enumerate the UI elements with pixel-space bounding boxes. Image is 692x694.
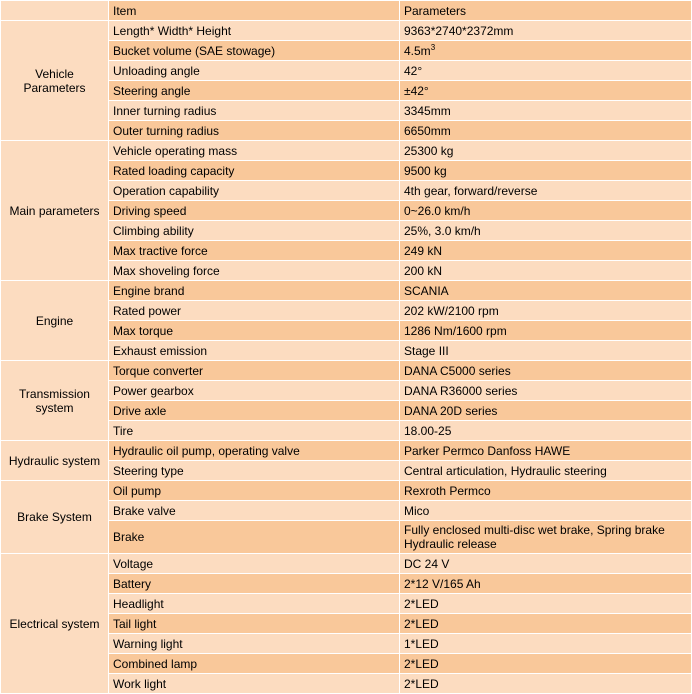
- value-text: DANA R36000 series: [404, 383, 518, 398]
- value-text: 9500 kg: [404, 163, 447, 178]
- value-cell: [400, 41, 692, 61]
- table-row: [1, 481, 692, 501]
- item-cell: Brake: [109, 521, 400, 554]
- value-cell: [400, 481, 692, 501]
- item-cell: Rated loading capacity: [109, 161, 400, 181]
- item-cell: Power gearbox: [109, 381, 400, 401]
- value-text: Fully enclosed multi-disc wet brake, Spring brake: [404, 523, 665, 537]
- item-cell: Driving speed: [109, 201, 400, 221]
- group-label-electrical-system: Electrical system: [1, 554, 109, 694]
- item-cell: Hydraulic oil pump, operating valve: [109, 441, 400, 461]
- value-cell: [400, 614, 692, 634]
- item-cell: Work light: [109, 674, 400, 694]
- item-cell: Tail light: [109, 614, 400, 634]
- item-cell: Drive axle: [109, 401, 400, 421]
- value-text: Rexroth Permco: [404, 483, 491, 498]
- value-cell: [400, 81, 692, 101]
- item-cell: Vehicle operating mass: [109, 141, 400, 161]
- value-text: 0~26.0 km/h: [404, 203, 471, 218]
- item-cell: Torque converter: [109, 361, 400, 381]
- group-label-engine: Engine: [1, 281, 109, 361]
- item-cell: Bucket volume (SAE stowage): [109, 41, 400, 61]
- value-text: ±42°: [404, 83, 429, 98]
- value-cell: [400, 521, 692, 554]
- value-cell: [400, 21, 692, 41]
- value-text: Stage III: [404, 343, 449, 358]
- item-cell: Steering type: [109, 461, 400, 481]
- value-text: 249 kN: [404, 243, 443, 258]
- value-text: Mico: [404, 503, 430, 518]
- value-text: Central articulation, Hydraulic steering: [404, 463, 607, 478]
- item-cell: Oil pump: [109, 481, 400, 501]
- value-text: DANA C5000 series: [404, 363, 511, 378]
- item-cell: Steering angle: [109, 81, 400, 101]
- value-cell: [400, 201, 692, 221]
- value-superscript: 3: [430, 42, 436, 52]
- item-cell: Tire: [109, 421, 400, 441]
- value-text: 2*LED: [404, 656, 439, 671]
- value-text: 25%, 3.0 km/h: [404, 223, 481, 238]
- value-text: DC 24 V: [404, 556, 450, 571]
- value-text-line2: Hydraulic release: [404, 537, 497, 551]
- value-cell: [400, 301, 692, 321]
- value-cell: [400, 321, 692, 341]
- value-text: 2*LED: [404, 676, 439, 691]
- table-row: [1, 554, 692, 574]
- value-text: Parker Permco Danfoss HAWE: [404, 443, 571, 458]
- value-text: 2*LED: [404, 616, 439, 631]
- table-row: [1, 21, 692, 41]
- value-text: 25300 kg: [404, 143, 454, 158]
- value-text: 1286 Nm/1600 rpm: [404, 323, 507, 338]
- value-text: 4.5m: [404, 43, 431, 58]
- item-cell: Warning light: [109, 634, 400, 654]
- value-text: SCANIA: [404, 283, 449, 298]
- value-cell: [400, 261, 692, 281]
- value-cell: [400, 654, 692, 674]
- value-cell: [400, 594, 692, 614]
- value-text: 6650mm: [404, 123, 451, 138]
- value-cell: [400, 241, 692, 261]
- value-cell: [400, 634, 692, 654]
- value-cell: [400, 554, 692, 574]
- group-label-brake-system: Brake System: [1, 481, 109, 554]
- group-label-transmission-system: Transmission system: [1, 361, 109, 441]
- table-row: [1, 361, 692, 381]
- value-cell: [400, 361, 692, 381]
- value-text: 9363*2740*2372mm: [404, 23, 514, 38]
- item-cell: Max tractive force: [109, 241, 400, 261]
- value-cell: [400, 181, 692, 201]
- value-cell: [400, 121, 692, 141]
- item-cell: Brake valve: [109, 501, 400, 521]
- value-text: 3345mm: [404, 103, 451, 118]
- value-cell: [400, 441, 692, 461]
- item-cell: Combined lamp: [109, 654, 400, 674]
- item-cell: Battery: [109, 574, 400, 594]
- item-cell: Climbing ability: [109, 221, 400, 241]
- item-cell: Max torque: [109, 321, 400, 341]
- value-text: 1*LED: [404, 636, 439, 651]
- value-cell: [400, 674, 692, 694]
- value-text: 202 kW/2100 rpm: [404, 303, 499, 318]
- table-row: [1, 141, 692, 161]
- group-label-main-parameters: Main parameters: [1, 141, 109, 281]
- header-item: Item: [109, 1, 400, 21]
- item-cell: Exhaust emission: [109, 341, 400, 361]
- value-text: 4th gear, forward/reverse: [404, 183, 538, 198]
- item-cell: Voltage: [109, 554, 400, 574]
- header-group-cell: [1, 1, 109, 21]
- value-cell: [400, 401, 692, 421]
- value-text: DANA 20D series: [404, 403, 498, 418]
- item-cell: Engine brand: [109, 281, 400, 301]
- value-text: 2*LED: [404, 596, 439, 611]
- item-cell: Outer turning radius: [109, 121, 400, 141]
- item-cell: Inner turning radius: [109, 101, 400, 121]
- spec-table-body: [1, 1, 692, 694]
- value-cell: [400, 381, 692, 401]
- item-cell: Unloading angle: [109, 61, 400, 81]
- value-cell: [400, 61, 692, 81]
- value-cell: [400, 281, 692, 301]
- item-cell: Operation capability: [109, 181, 400, 201]
- value-cell: [400, 221, 692, 241]
- header-parameters: Parameters: [400, 1, 692, 21]
- value-cell: [400, 421, 692, 441]
- table-row: [1, 441, 692, 461]
- value-text: 2*12 V/165 Ah: [404, 576, 481, 591]
- header-row: [1, 1, 692, 21]
- group-label-hydraulic-system: Hydraulic system: [1, 441, 109, 481]
- table-row: [1, 281, 692, 301]
- value-cell: [400, 501, 692, 521]
- value-text: 18.00-25: [404, 423, 452, 438]
- value-text: 42°: [404, 63, 423, 78]
- value-cell: [400, 141, 692, 161]
- item-cell: Length* Width* Height: [109, 21, 400, 41]
- value-cell: [400, 461, 692, 481]
- value-cell: [400, 161, 692, 181]
- value-cell: [400, 101, 692, 121]
- item-cell: Max shoveling force: [109, 261, 400, 281]
- group-label-vehicle-parameters: Vehicle Parameters: [1, 21, 109, 141]
- value-cell: [400, 341, 692, 361]
- value-cell: [400, 574, 692, 594]
- value-text: 200 kN: [404, 263, 443, 278]
- item-cell: Rated power: [109, 301, 400, 321]
- item-cell: Headlight: [109, 594, 400, 614]
